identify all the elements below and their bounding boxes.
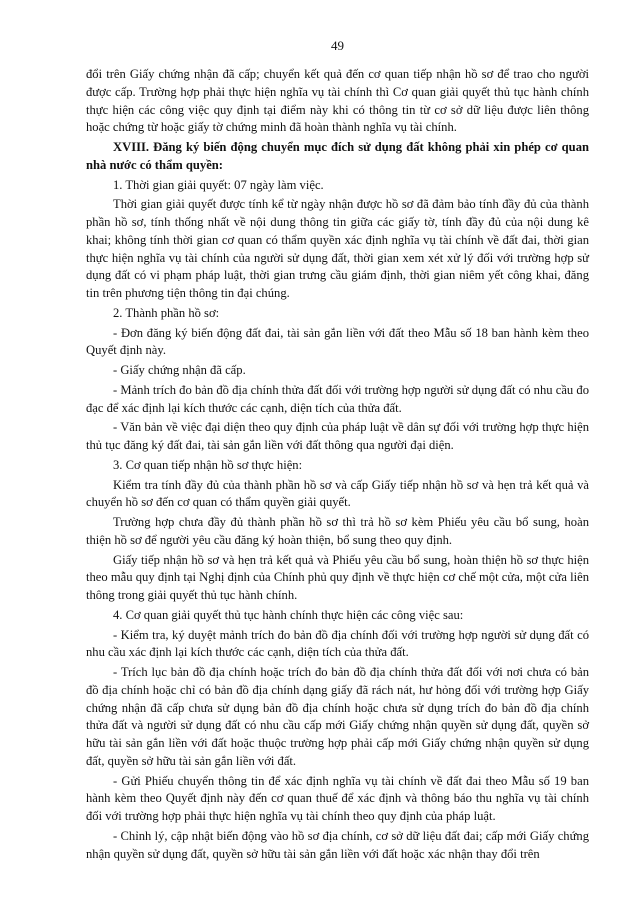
list-item: - Gửi Phiếu chuyển thông tin để xác định nghĩa vụ tài chính về đất đai theo Mẫu số 19 ban hành kèm theo Quyết định này đến cơ quan thuế để xác định và thông báo thu nghĩa vụ tài chính đối với trường hợp phải thực hiện nghĩa vụ tài chính theo quy định của pháp luật. <box>86 773 589 823</box>
paragraph: Trường hợp chưa đầy đủ thành phần hồ sơ thì trả hồ sơ kèm Phiếu yêu cầu bổ sung, hoàn thiện hồ sơ để người yêu cầu đăng ký hoàn thiện, bổ sung theo quy định. <box>86 515 589 547</box>
page-number: 49 <box>331 38 344 53</box>
list-item: - Chỉnh lý, cập nhật biến động vào hồ sơ địa chính, cơ sở dữ liệu đất đai; cấp mới Giấy chứng nhận quyền sử dụng đất, quyền sở hữu tài sản gắn liền với đất hoặc xác nhận thay đổi trên <box>86 828 589 861</box>
section-heading: XVIII. Đăng ký biến động chuyển mục đích sử dụng đất không phải xin phép cơ quan nhà nước có thẩm quyền: <box>86 140 589 172</box>
list-item: - Trích lục bản đồ địa chính hoặc trích đo bản đồ địa chính thửa đất đối với nơi chưa có bản đồ địa chính hoặc chỉ có bản đồ địa chính dạng giấy đã rách nát, hư hỏng đối với trường hợp Giấy chứng nhận đã cấp chưa sử dụng bản đồ địa chính hoặc chưa sử dụng trích đo bản đồ địa chính thửa đất và người sử dụng đất có nhu cầu cấp mới Giấy chứng nhận quyền sử dụng đất, quyền sở hữu tài sản gắn liền với đất hoặc thuộc trường hợp phải cấp mới Giấy chứng nhận quyền sử dụng đất, quyền sở hữu tài sản gắn liền với đất. <box>86 665 589 768</box>
list-item: - Giấy chứng nhận đã cấp. <box>113 363 246 377</box>
list-item: - Đơn đăng ký biến động đất đai, tài sản gắn liền với đất theo Mẫu số 18 ban hành kèm theo Quyết định này. <box>86 325 589 358</box>
list-item: - Mảnh trích đo bản đồ địa chính thửa đất đối với trường hợp người sử dụng đất có nhu cầu đo đạc để xác định lại kích thước các cạnh, diện tích của thửa đất. <box>86 382 589 415</box>
paragraph: đổi trên Giấy chứng nhận đã cấp; chuyển kết quả đến cơ quan tiếp nhận hồ sơ để trao cho người được cấp. Trường hợp phải thực hiện nghĩa vụ tài chính thì Cơ quan giải quyết thủ tục hành chính thực hiện các công việc quy định tại điểm này khi có thông tin từ cơ sở dữ liệu được liên thông hoặc chứng từ hoặc giấy tờ chứng minh đã hoàn thành nghĩa vụ tài chính. <box>86 67 589 135</box>
paragraph: Giấy tiếp nhận hồ sơ và hẹn trả kết quả và Phiếu yêu cầu bổ sung, hoàn thiện hồ sơ thực hiện theo mẫu quy định tại Nghị định của Chính phủ quy định về thực hiện cơ chế một cửa, một cửa liên thông trong giải quyết thủ tục hành chính. <box>86 552 589 602</box>
list-item: - Văn bản về việc đại diện theo quy định của pháp luật về dân sự đối với trường hợp thực hiện thủ tục đăng ký đất đai, tài sản gắn liền với đất thông qua người đại diện. <box>86 420 589 452</box>
paragraph: 2. Thành phần hồ sơ: <box>113 305 220 320</box>
paragraph: 4. Cơ quan giải quyết thủ tục hành chính thực hiện các công việc sau: <box>113 607 464 622</box>
paragraph: 1. Thời gian giải quyết: 07 ngày làm việc. <box>113 177 324 192</box>
paragraph: 3. Cơ quan tiếp nhận hồ sơ thực hiện: <box>113 457 303 472</box>
paragraph: Thời gian giải quyết được tính kể từ ngày nhận được hồ sơ đã đảm bảo tính đầy đủ của thành phần hồ sơ, tính thống nhất về nội dung thông tin giữa các giấy tờ, tính đầy đủ của nội dung kê khai; không tính thời gian cơ quan có thẩm quyền xác định nghĩa vụ tài chính về đất đai, thời gian thực hiện nghĩa vụ tài chính của người sử dụng đất, thời gian xem xét xử lý đối với trường hợp sử dụng đất có vi phạm pháp luật, thời gian trưng cầu giám định, thời gian niêm yết công khai, đăng tin trên phương tiện thông tin đại chúng. <box>86 197 589 300</box>
list-item: - Kiểm tra, ký duyệt mảnh trích đo bản đồ địa chính đối với trường hợp người sử dụng đất có nhu cầu xác định lại kích thước các cạnh, diện tích của thửa đất. <box>86 627 589 660</box>
paragraph: Kiểm tra tính đầy đủ của thành phần hồ sơ và cấp Giấy tiếp nhận hồ sơ và hẹn trả kết quả và chuyển hồ sơ đến cơ quan có thẩm quyền giải quyết. <box>86 477 589 510</box>
